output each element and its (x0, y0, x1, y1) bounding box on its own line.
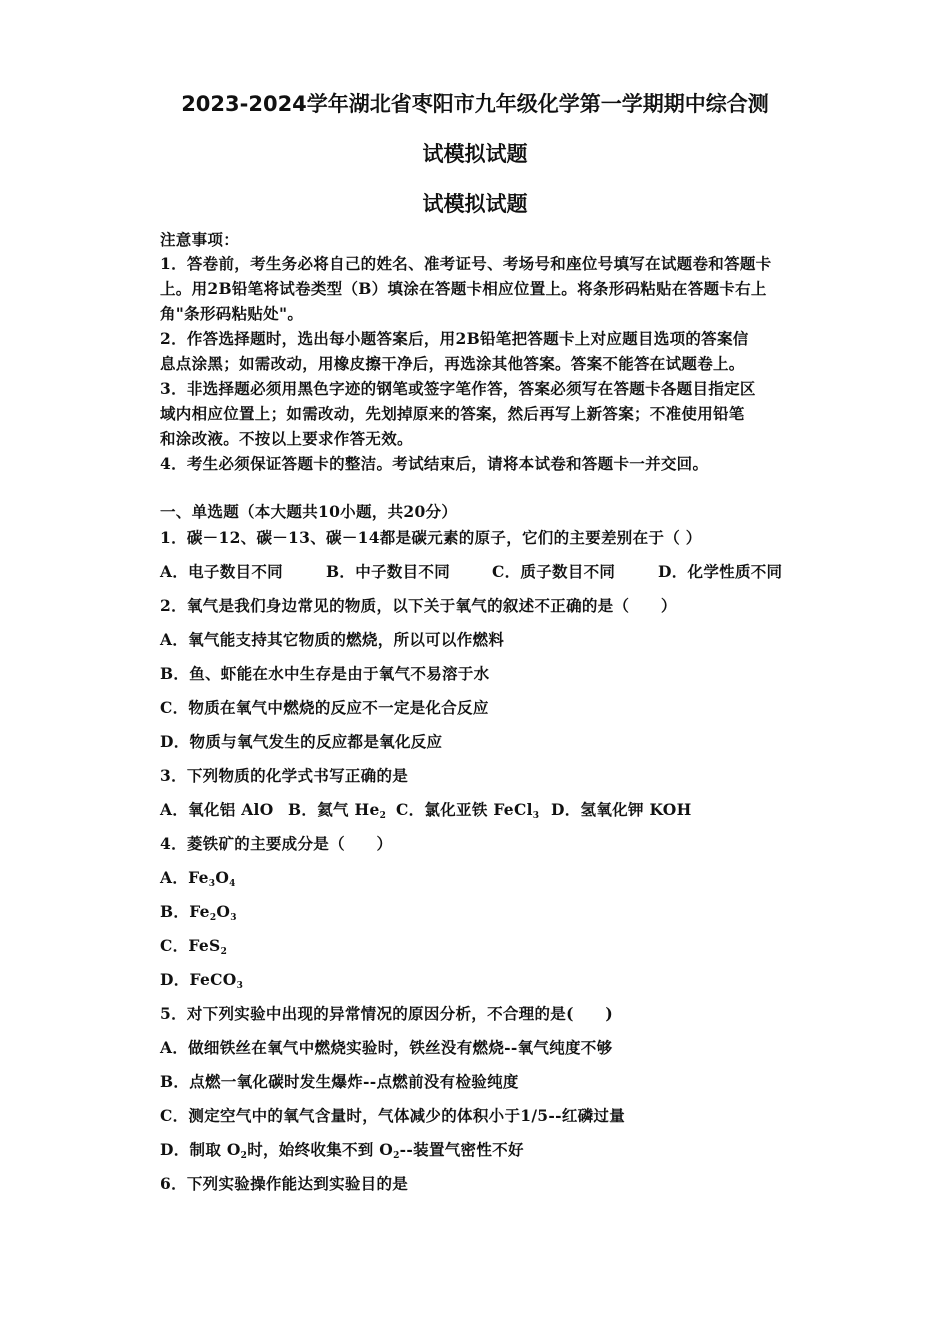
question-3-option-c (396, 798, 551, 820)
subscript: 3 (208, 879, 216, 889)
option-text: O (216, 902, 231, 921)
question-3-option-b (288, 798, 396, 820)
question-5-option-c: C．测定空气中的氧气含量时，气体减少的体积小于1/5--红磷过量 (160, 1106, 626, 1125)
option-text: 时，始终收集不到 O (247, 1140, 394, 1159)
question-2-option-a: A．氧气能支持其它物质的燃烧，所以可以作燃料 (160, 630, 505, 649)
notice-line: 4．考生必须保证答题卡的整洁。考试结束后，请将本试卷和答题卡一并交回。 (160, 454, 709, 473)
section-heading: 一、单选题（本大题共10小题，共20分） (160, 502, 458, 521)
question-2-option-c: C．物质在氧气中燃烧的反应不一定是化合反应 (160, 698, 489, 717)
question-1-stem: 1．碳－12、碳－13、碳－14都是碳元素的原子，它们的主要差别在于（ ） (160, 528, 702, 547)
question-6-stem: 6．下列实验操作能达到实验目的是 (160, 1174, 409, 1193)
question-1-option-c: C．质子数目不同 (492, 562, 616, 581)
question-1-options (160, 560, 782, 582)
subscript: 4 (229, 879, 236, 889)
question-4-option-c (160, 934, 227, 956)
question-3-option-d: D．氢氧化钾 KOH (551, 800, 692, 819)
subscript: 3 (236, 981, 244, 991)
subscript: 3 (532, 811, 540, 821)
notice-line: 角"条形码粘贴处"。 (160, 304, 304, 323)
page-subtitle: 试模拟试题 (422, 192, 528, 216)
option-text: C．FeS (160, 936, 221, 955)
subscript: 3 (230, 913, 237, 923)
notice-line: 1．答卷前，考生务必将自己的姓名、准考证号、考场号和座位号填写在试题卷和答题卡 (160, 254, 772, 273)
subscript: 2 (393, 1151, 400, 1161)
page-title-continuation: 试模拟试题 (422, 142, 528, 166)
question-5-option-d (160, 1138, 524, 1160)
question-4-option-d (160, 968, 243, 990)
question-2-option-b: B．鱼、虾能在水中生存是由于氧气不易溶于水 (160, 664, 490, 683)
notice-line: 2．作答选择题时，选出每小题答案后，用2B铅笔把答题卡上对应题目选项的答案信 (160, 329, 749, 348)
question-3-option-a: A．氧化铝 AlO (160, 800, 274, 819)
notice-heading: 注意事项： (160, 230, 240, 249)
subscript: 2 (220, 947, 228, 957)
option-text: C．氯化亚铁 FeCl (396, 800, 533, 819)
question-4-option-a (160, 866, 236, 888)
option-text: D．FeCO (160, 970, 237, 989)
notice-line: 3．非选择题必须用黑色字迹的钢笔或签字笔作答，答案必须写在答题卡各题目指定区 (160, 379, 756, 398)
option-text: B．氦气 He (288, 800, 380, 819)
subscript: 2 (240, 1151, 248, 1161)
question-1-option-a: A．电子数目不同 (160, 562, 283, 581)
question-5-option-b: B．点燃一氧化碳时发生爆炸--点燃前没有检验纯度 (160, 1072, 519, 1091)
option-text: --装置气密性不好 (399, 1140, 524, 1159)
question-5-stem: 5．对下列实验中出现的异常情况的原因分析，不合理的是( ) (160, 1004, 613, 1023)
question-2-stem: 2．氧气是我们身边常见的物质，以下关于氧气的叙述不正确的是（ ） (160, 596, 677, 615)
page-title: 2023-2024学年湖北省枣阳市九年级化学第一学期期中综合测 (181, 92, 769, 116)
question-1-option-b: B．中子数目不同 (326, 562, 451, 581)
option-text: O (215, 868, 230, 887)
question-4-option-b (160, 900, 237, 922)
notice-line: 域内相应位置上；如需改动，先划掉原来的答案，然后再写上新答案；不准使用铅笔 (160, 404, 745, 423)
subscript: 2 (209, 913, 217, 923)
option-text: A．Fe (160, 868, 209, 887)
notice-line: 息点涂黑；如需改动，用橡皮擦干净后，再选涂其他答案。答案不能答在试题卷上。 (160, 354, 745, 373)
option-text: B．Fe (160, 902, 210, 921)
question-5-option-a: A．做细铁丝在氧气中燃烧实验时，铁丝没有燃烧--氧气纯度不够 (160, 1038, 613, 1057)
question-2-option-d: D．物质与氧气发生的反应都是氧化反应 (160, 732, 443, 751)
question-3-stem: 3．下列物质的化学式书写正确的是 (160, 766, 409, 785)
notice-line: 上。用2B铅笔将试卷类型（B）填涂在答题卡相应位置上。将条形码粘贴在答题卡右上 (160, 279, 767, 298)
notice-line: 和涂改液。不按以上要求作答无效。 (160, 429, 413, 448)
subscript: 2 (379, 811, 387, 821)
question-4-stem: 4．菱铁矿的主要成分是（ ） (160, 834, 393, 853)
question-3-options (160, 798, 692, 820)
question-1-option-d: D．化学性质不同 (658, 562, 783, 581)
option-text: D．制取 O (160, 1140, 241, 1159)
